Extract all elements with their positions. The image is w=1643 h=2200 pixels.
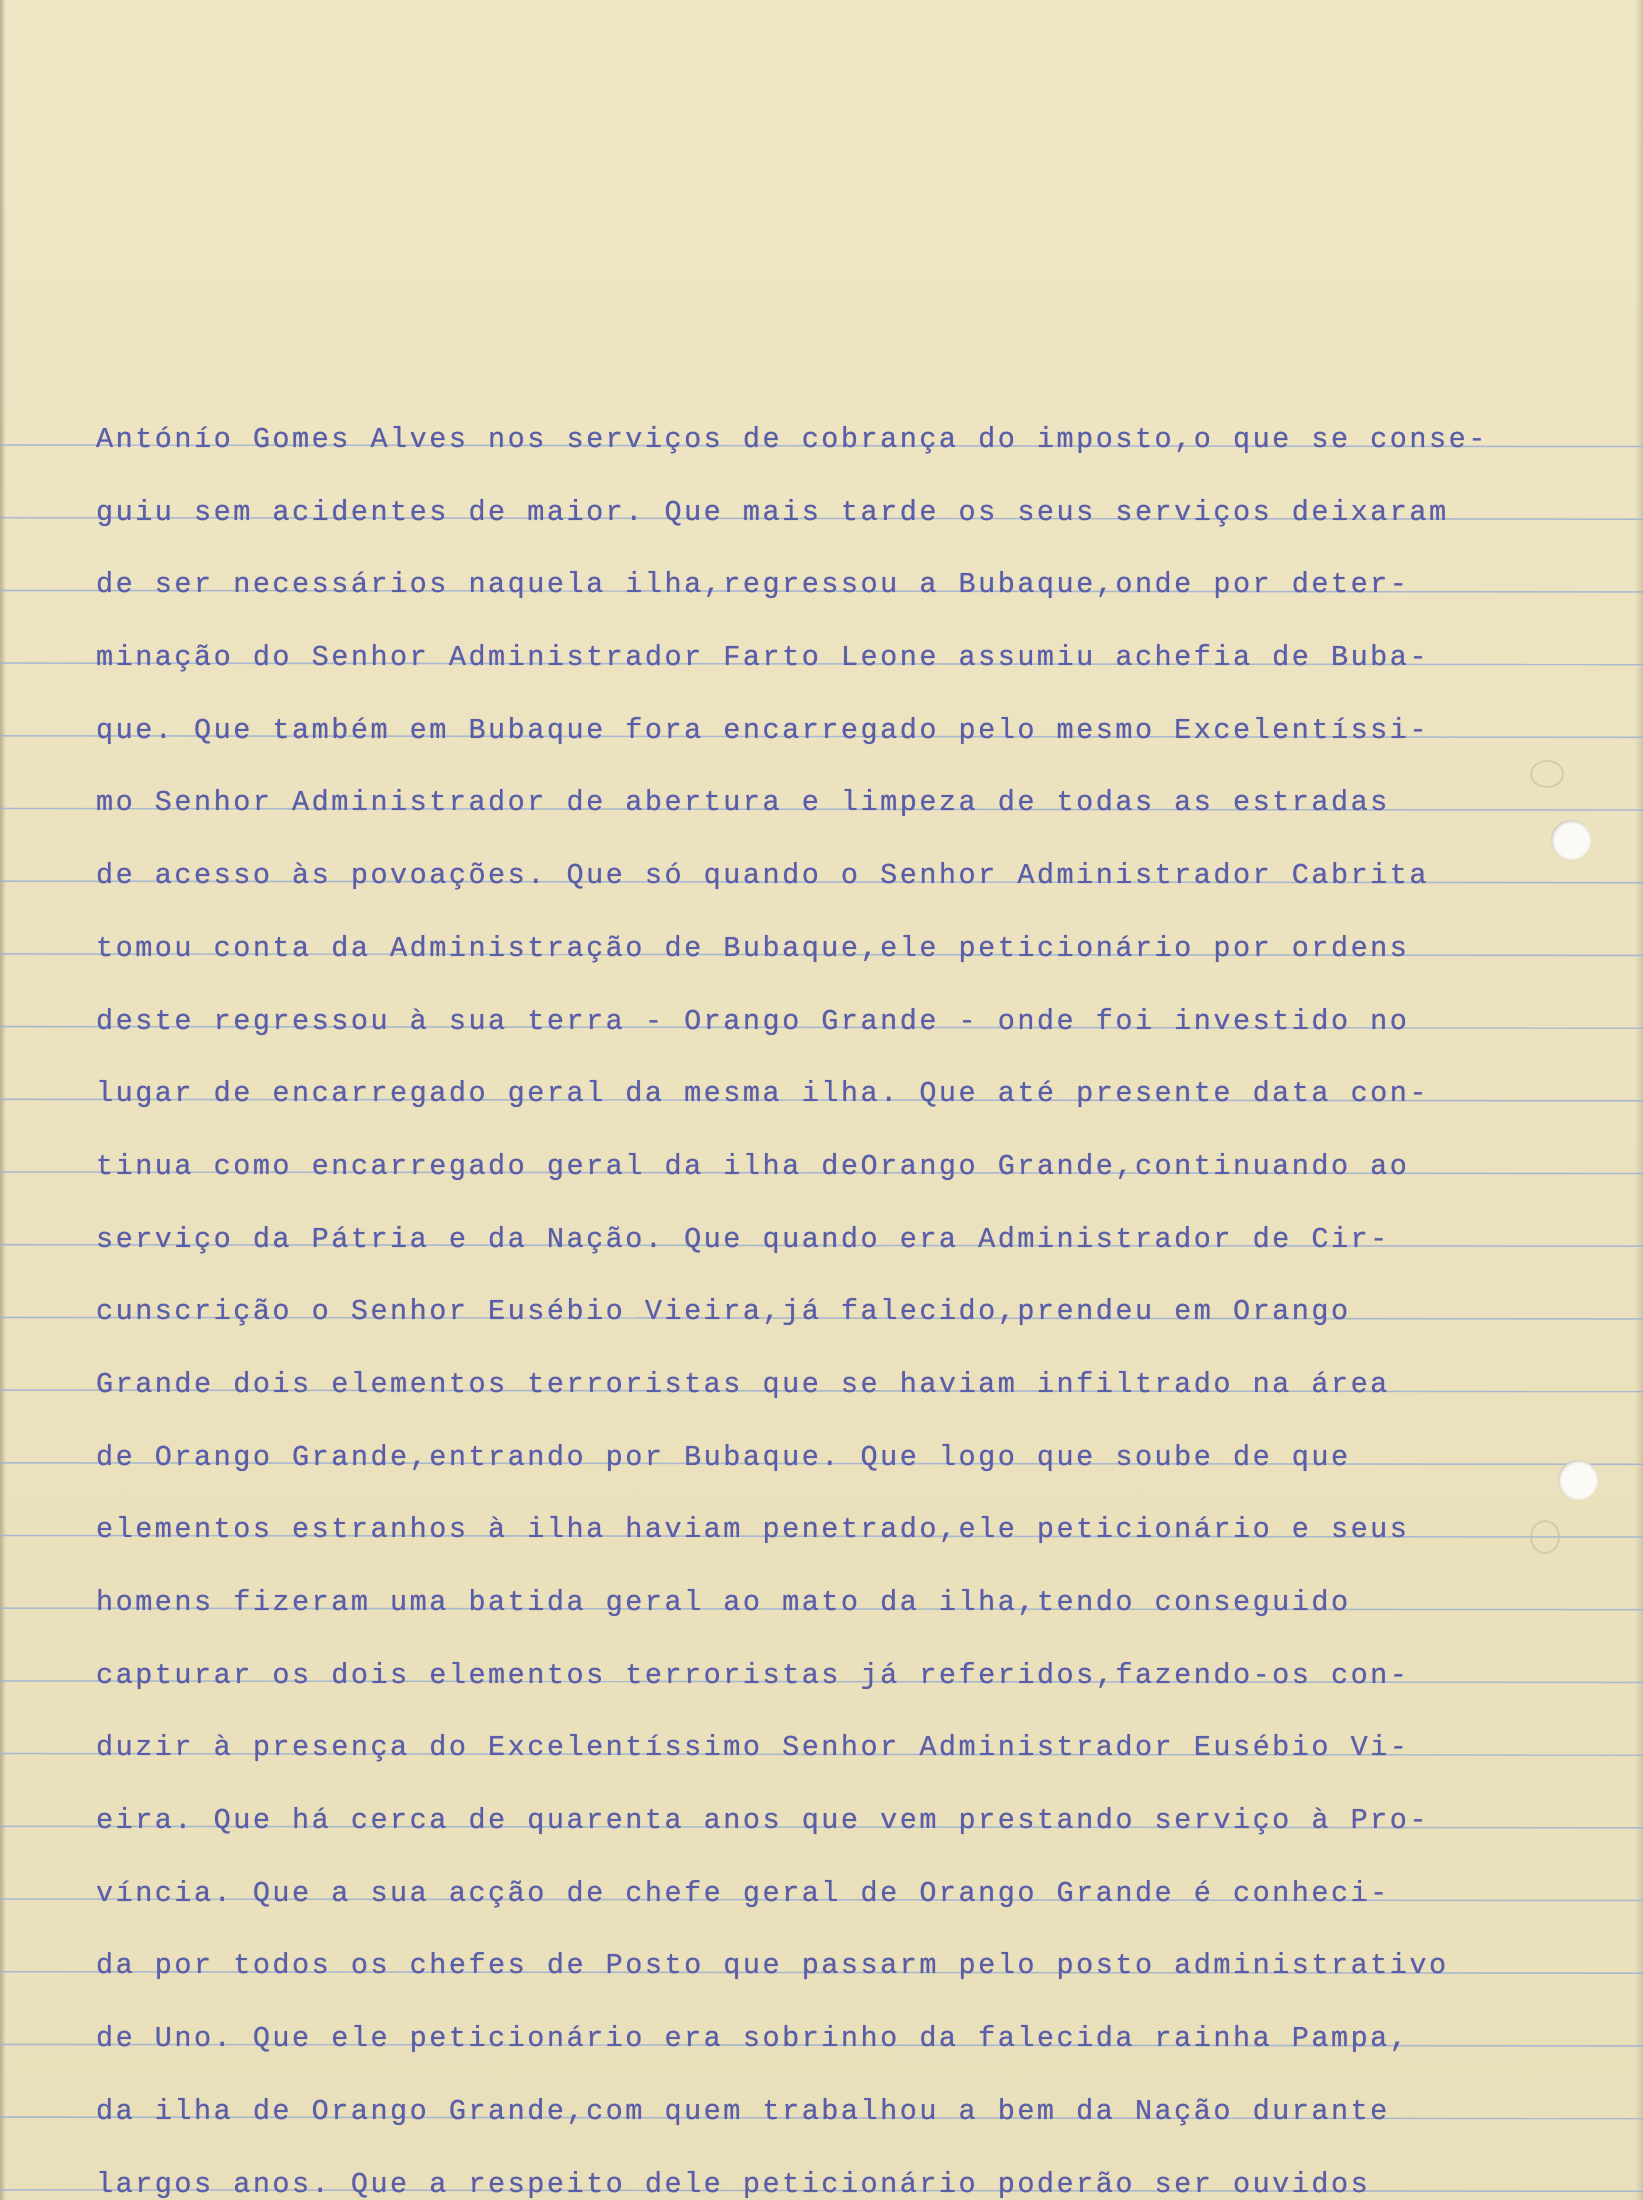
- text-line: Grande dois elementos terroristas que se haviam infiltrado na área: [96, 1367, 1390, 1401]
- text-line: Antónío Gomes Alves nos serviços de cobrança do imposto,o que se conse-: [96, 423, 1488, 456]
- text-line: tomou conta da Administração de Bubaque,ele peticionário por ordens: [96, 931, 1410, 965]
- text-line: largos anos. Que a respeito dele peticionário poderão ser ouvidos: [96, 2167, 1371, 2200]
- text-line: capturar os dois elementos terroristas já referidos,fazendo-os con-: [96, 1658, 1410, 1692]
- text-line: elementos estranhos à ilha haviam penetrado,ele peticionário e seus: [96, 1513, 1410, 1547]
- text-line: cunscrição o Senhor Eusébio Vieira,já falecido,prendeu em Orango: [96, 1295, 1351, 1329]
- text-line: homens fizeram uma batida geral ao mato da ilha,tendo conseguido: [96, 1586, 1351, 1619]
- text-line: deste regressou à sua terra - Orango Grande - onde foi investido no: [96, 1004, 1410, 1038]
- text-line: de Uno. Que ele peticionário era sobrinho da falecida rainha Pampa,: [96, 2022, 1410, 2056]
- text-line: de Orango Grande,entrando por Bubaque. Que logo que soube de que: [96, 1440, 1351, 1474]
- punch-hole-top: [1551, 820, 1591, 860]
- punch-hole-bottom: [1558, 1460, 1598, 1500]
- text-line: da por todos os chefes de Posto que passarm pelo posto administrativo: [96, 1949, 1449, 1983]
- text-line: lugar de encarregado geral da mesma ilha. Que até presente data con-: [96, 1077, 1429, 1111]
- typed-text-body: [96, 404, 1536, 2200]
- text-line: guiu sem acidentes de maior. Que mais tarde os seus serviços deixaram: [96, 495, 1449, 529]
- text-line: duzir à presença do Excelentíssimo Senhor Administrador Eusébio Vi-: [96, 1731, 1410, 1765]
- text-line: víncia. Que a sua acção de chefe geral de Orango Grande é conheci-: [96, 1876, 1390, 1910]
- text-line: mo Senhor Administrador de abertura e limpeza de todas as estradas: [96, 786, 1390, 820]
- text-line: minação do Senhor Administrador Farto Leone assumiu achefia de Buba-: [96, 641, 1429, 675]
- text-line: da ilha de Orango Grande,com quem trabalhou a bem da Nação durante: [96, 2094, 1390, 2128]
- text-line: serviço da Pátria e da Nação. Que quando era Administrador de Cir-: [96, 1222, 1390, 1256]
- text-line: de ser necessários naquela ilha,regressou a Bubaque,onde por deter-: [96, 568, 1410, 602]
- text-line: que. Que também em Bubaque fora encarregado pelo mesmo Excelentíssi-: [96, 713, 1429, 747]
- text-line: tinua como encarregado geral da ilha deOrango Grande,continuando ao: [96, 1149, 1410, 1183]
- text-line: eira. Que há cerca de quarenta anos que vem prestando serviço à Pro-: [96, 1804, 1429, 1838]
- text-line: de acesso às povoações. Que só quando o Senhor Administrador Cabrita: [96, 859, 1429, 893]
